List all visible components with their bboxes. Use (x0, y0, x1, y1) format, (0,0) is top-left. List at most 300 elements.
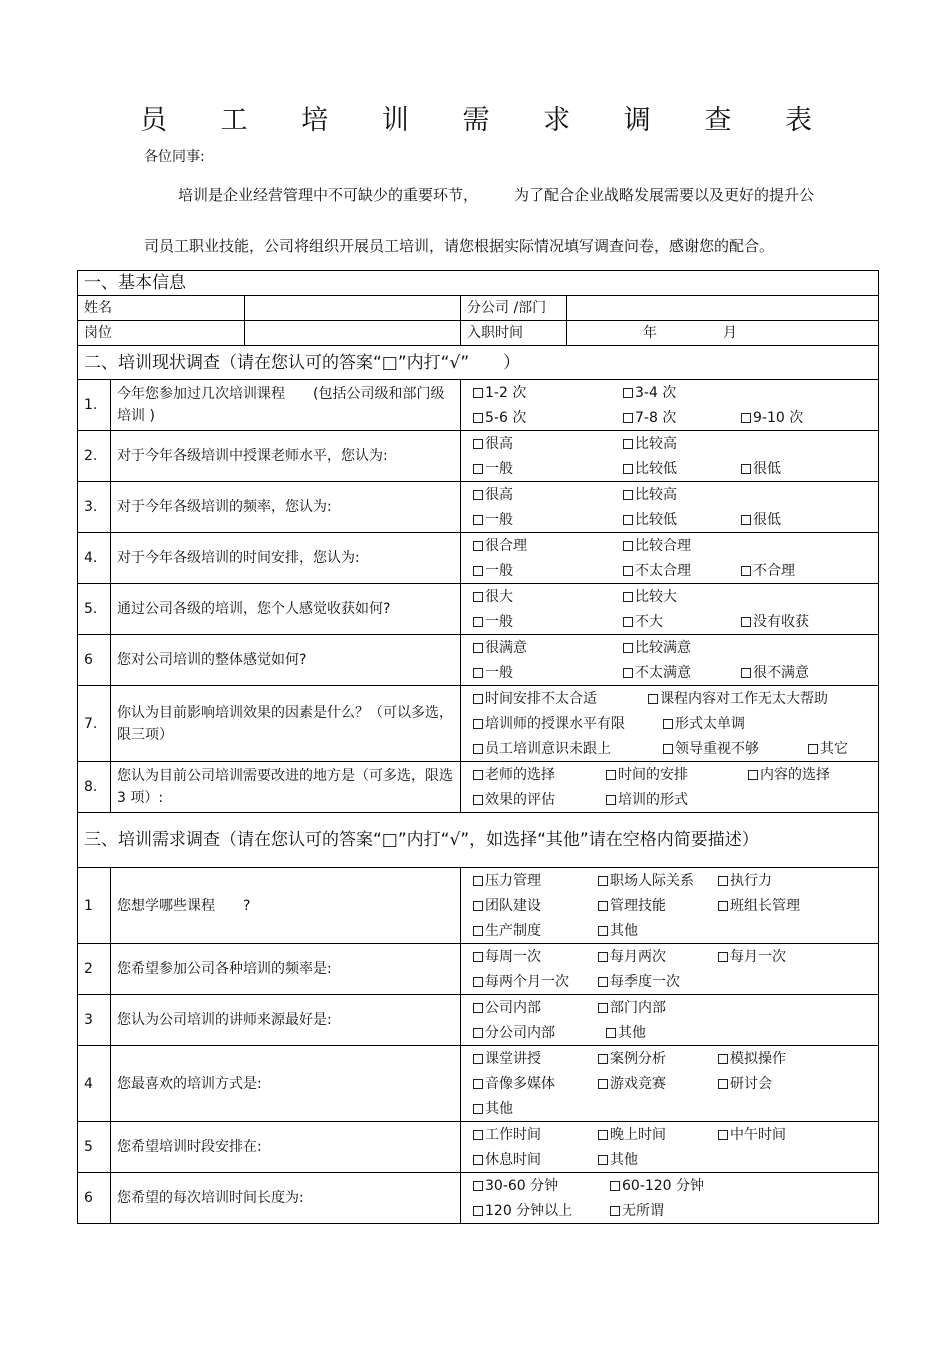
option-line (467, 1071, 872, 1096)
checkbox-icon[interactable] (473, 770, 483, 780)
answer-options (461, 635, 879, 686)
question-number: 3. (78, 482, 111, 533)
checkbox-icon[interactable] (473, 439, 483, 449)
option-label: 职场人际关系 (610, 872, 694, 889)
option-label: 休息时间 (485, 1151, 541, 1168)
intro-line-1b: 为了配合企业战略发展需要以及更好的提升公 (514, 186, 815, 204)
checkbox-icon[interactable] (598, 1130, 608, 1140)
option-item[interactable] (473, 1123, 541, 1147)
option-item[interactable] (473, 996, 541, 1020)
title-char: 训 (381, 105, 409, 136)
option-item[interactable] (473, 869, 541, 893)
checkbox-icon[interactable] (623, 668, 633, 678)
title-char: 员 (140, 105, 167, 136)
option-label: 压力管理 (485, 872, 541, 889)
checkbox-icon[interactable] (648, 694, 658, 704)
option-label: 比较大 (635, 588, 677, 605)
question-text: 你认为目前影响培训效果的因素是什么？（可以多选，限三项） (111, 686, 461, 762)
option-label: 5-6 次 (485, 409, 527, 426)
checkbox-icon[interactable] (606, 1028, 616, 1038)
option-item[interactable] (718, 1047, 786, 1071)
option-item[interactable] (808, 737, 848, 761)
checkbox-icon[interactable] (808, 744, 818, 754)
question-row (78, 584, 879, 635)
option-line (467, 1122, 872, 1147)
option-item[interactable] (473, 1199, 572, 1223)
checkbox-icon[interactable] (598, 1079, 608, 1089)
question-text: 今年您参加过几次培训课程 (包括公司级和部门级培训 ) (111, 380, 461, 431)
checkbox-icon[interactable] (473, 1155, 483, 1165)
option-item[interactable] (473, 483, 513, 507)
option-label: 不大 (635, 613, 663, 630)
checkbox-icon[interactable] (473, 795, 483, 805)
option-line (467, 995, 872, 1020)
checkbox-icon[interactable] (598, 901, 608, 911)
option-label: 一般 (485, 460, 513, 477)
checkbox-icon[interactable] (598, 1003, 608, 1013)
option-item[interactable] (741, 559, 795, 583)
title-char: 工 (220, 105, 248, 136)
option-line (467, 405, 872, 430)
option-label: 每月两次 (610, 948, 666, 965)
title-char: 求 (543, 105, 571, 136)
checkbox-icon[interactable] (623, 617, 633, 627)
option-label: 30-60 分钟 (485, 1177, 559, 1194)
option-item[interactable] (623, 457, 677, 481)
option-label: 每周一次 (485, 948, 541, 965)
option-item[interactable] (598, 970, 680, 994)
option-label: 模拟操作 (730, 1050, 786, 1067)
checkbox-icon[interactable] (473, 926, 483, 936)
answer-options (461, 1046, 879, 1122)
answer-options (461, 944, 879, 995)
question-number: 7. (78, 686, 111, 762)
question-number: 8. (78, 762, 111, 813)
option-item[interactable] (473, 970, 569, 994)
option-label: 1-2 次 (485, 384, 527, 401)
option-item[interactable] (473, 432, 513, 456)
option-line (467, 787, 872, 812)
checkbox-icon[interactable] (623, 515, 633, 525)
checkbox-icon[interactable] (473, 1181, 483, 1191)
option-label: 课堂讲授 (485, 1050, 541, 1067)
option-item[interactable] (610, 1174, 704, 1198)
option-label: 60-120 分钟 (622, 1177, 705, 1194)
option-label: 很合理 (485, 537, 527, 554)
question-row (78, 1173, 879, 1224)
post-label: 岗位 (78, 321, 245, 346)
option-item[interactable] (473, 763, 555, 787)
option-label: 管理技能 (610, 897, 666, 914)
option-item[interactable] (606, 788, 688, 812)
checkbox-icon[interactable] (623, 464, 633, 474)
option-label: 每两个月一次 (485, 973, 569, 990)
option-label: 一般 (485, 664, 513, 681)
option-item[interactable] (473, 894, 541, 918)
option-item[interactable] (623, 610, 663, 634)
option-label: 很高 (485, 486, 513, 503)
option-label: 每月一次 (730, 948, 786, 965)
option-line (467, 1147, 872, 1172)
checkbox-icon[interactable] (623, 643, 633, 653)
checkbox-icon[interactable] (473, 977, 483, 987)
option-line (467, 736, 872, 761)
checkbox-icon[interactable] (473, 490, 483, 500)
option-label: 很不满意 (753, 664, 809, 681)
option-item[interactable] (473, 381, 526, 405)
option-item[interactable] (718, 945, 786, 969)
checkbox-icon[interactable] (741, 515, 751, 525)
option-label: 其他 (610, 922, 638, 939)
dept-label: 分公司 /部门 (461, 296, 567, 321)
option-line (467, 1046, 872, 1071)
checkbox-icon[interactable] (718, 901, 728, 911)
name-field[interactable] (245, 296, 461, 321)
option-item[interactable] (598, 869, 694, 893)
option-item[interactable] (623, 406, 676, 430)
option-label: 不太满意 (635, 664, 691, 681)
answer-options (461, 1122, 879, 1173)
option-line (467, 1020, 872, 1045)
option-label: 案例分析 (610, 1050, 666, 1067)
checkbox-icon[interactable] (606, 795, 616, 805)
option-item[interactable] (718, 1123, 786, 1147)
option-label: 其他 (485, 1100, 513, 1117)
question-text: 您认为公司培训的讲师来源最好是: (111, 995, 461, 1046)
question-row (78, 944, 879, 995)
checkbox-icon[interactable] (598, 977, 608, 987)
option-item[interactable] (718, 894, 800, 918)
option-item[interactable] (598, 945, 666, 969)
question-text: 您希望培训时段安排在: (111, 1122, 461, 1173)
option-label: 不太合理 (635, 562, 691, 579)
option-line (467, 1173, 872, 1198)
option-item[interactable] (741, 508, 781, 532)
checkbox-icon[interactable] (623, 541, 633, 551)
question-number: 1. (78, 380, 111, 431)
option-item[interactable] (598, 919, 638, 943)
option-line (467, 507, 872, 532)
answer-options (461, 533, 879, 584)
checkbox-icon[interactable] (473, 592, 483, 602)
checkbox-icon[interactable] (663, 719, 673, 729)
option-label: 领导重视不够 (675, 740, 759, 757)
option-label: 很满意 (485, 639, 527, 656)
checkbox-icon[interactable] (598, 876, 608, 886)
answer-options (461, 380, 879, 431)
option-line (467, 635, 872, 660)
option-label: 其它 (820, 740, 848, 757)
year-label: 年 (643, 325, 657, 341)
option-item[interactable] (473, 661, 513, 685)
option-item[interactable] (623, 661, 691, 685)
option-item[interactable] (473, 1148, 541, 1172)
checkbox-icon[interactable] (473, 1054, 483, 1064)
option-item[interactable] (718, 869, 772, 893)
option-label: 形式太单调 (675, 715, 745, 732)
option-label: 中午时间 (730, 1126, 786, 1143)
checkbox-icon[interactable] (473, 643, 483, 653)
checkbox-icon[interactable] (598, 1054, 608, 1064)
question-row (78, 533, 879, 584)
title-char: 需 (462, 105, 490, 136)
question-row (78, 1122, 879, 1173)
option-label: 9-10 次 (753, 409, 804, 426)
option-item[interactable] (623, 534, 691, 558)
option-item[interactable] (598, 996, 666, 1020)
question-number: 4. (78, 533, 111, 584)
option-label: 很大 (485, 588, 513, 605)
checkbox-icon[interactable] (473, 515, 483, 525)
checkbox-icon[interactable] (741, 617, 751, 627)
option-line (467, 533, 872, 558)
option-item[interactable] (741, 406, 803, 430)
checkbox-icon[interactable] (473, 566, 483, 576)
option-item[interactable] (473, 508, 513, 532)
option-line (467, 431, 872, 456)
option-label: 比较低 (635, 511, 677, 528)
answer-options (461, 1173, 879, 1224)
option-label: 生产制度 (485, 922, 541, 939)
checkbox-icon[interactable] (606, 770, 616, 780)
option-label: 内容的选择 (760, 766, 830, 783)
option-item[interactable] (623, 636, 691, 660)
checkbox-icon[interactable] (473, 876, 483, 886)
option-item[interactable] (473, 1047, 541, 1071)
option-item[interactable] (473, 585, 513, 609)
checkbox-icon[interactable] (718, 1079, 728, 1089)
option-item[interactable] (473, 1072, 555, 1096)
option-item[interactable] (473, 919, 541, 943)
option-line (467, 584, 872, 609)
option-item[interactable] (598, 1047, 666, 1071)
option-label: 执行力 (730, 872, 772, 889)
checkbox-icon[interactable] (473, 1206, 483, 1216)
checkbox-icon[interactable] (741, 668, 751, 678)
option-label: 比较高 (635, 486, 677, 503)
option-label: 员工培训意识未跟上 (485, 740, 611, 757)
question-text: 对于今年各级培训的时间安排，您认为: (111, 533, 461, 584)
checkbox-icon[interactable] (663, 744, 673, 754)
option-label: 一般 (485, 613, 513, 630)
option-item[interactable] (648, 687, 828, 711)
checkbox-icon[interactable] (473, 668, 483, 678)
checkbox-icon[interactable] (718, 1130, 728, 1140)
option-label: 公司内部 (485, 999, 541, 1016)
checkbox-icon[interactable] (473, 744, 483, 754)
checkbox-icon[interactable] (623, 413, 633, 423)
option-item[interactable] (473, 1174, 558, 1198)
checkbox-icon[interactable] (598, 952, 608, 962)
option-line (467, 969, 872, 994)
option-item[interactable] (623, 483, 677, 507)
option-item[interactable] (598, 1072, 666, 1096)
checkbox-icon[interactable] (473, 901, 483, 911)
checkbox-icon[interactable] (473, 1028, 483, 1038)
answer-options (461, 995, 879, 1046)
question-row (78, 868, 879, 944)
option-item[interactable] (473, 559, 513, 583)
option-line (467, 482, 872, 507)
checkbox-icon[interactable] (623, 388, 633, 398)
post-field[interactable] (245, 321, 461, 346)
join-date-field[interactable] (567, 321, 879, 346)
answer-options (461, 762, 879, 813)
question-text: 您希望的每次培训时间长度为: (111, 1173, 461, 1224)
option-label: 晚上时间 (610, 1126, 666, 1143)
checkbox-icon[interactable] (473, 719, 483, 729)
option-item[interactable] (473, 636, 527, 660)
checkbox-icon[interactable] (473, 617, 483, 627)
option-line (467, 380, 872, 405)
option-label: 一般 (485, 511, 513, 528)
option-line (467, 918, 872, 943)
title-char: 表 (785, 105, 812, 136)
option-line (467, 868, 872, 893)
option-label: 比较低 (635, 460, 677, 477)
option-line (467, 686, 872, 711)
question-row (78, 635, 879, 686)
join-label: 入职时间 (461, 321, 567, 346)
option-line (467, 609, 872, 634)
option-label: 无所谓 (622, 1202, 664, 1219)
option-item[interactable] (623, 508, 677, 532)
checkbox-icon[interactable] (623, 566, 633, 576)
checkbox-icon[interactable] (473, 413, 483, 423)
option-label: 没有收获 (753, 613, 809, 630)
option-label: 时间的安排 (618, 766, 688, 783)
question-text: 您希望参加公司各种培训的频率是: (111, 944, 461, 995)
option-item[interactable] (623, 432, 677, 456)
option-item[interactable] (598, 1123, 666, 1147)
question-number: 6 (78, 635, 111, 686)
option-item[interactable] (473, 788, 555, 812)
option-label: 一般 (485, 562, 513, 579)
checkbox-icon[interactable] (741, 413, 751, 423)
option-item[interactable] (473, 406, 526, 430)
checkbox-icon[interactable] (623, 490, 633, 500)
option-item[interactable] (718, 1072, 772, 1096)
option-item[interactable] (741, 610, 809, 634)
question-row (78, 686, 879, 762)
option-label: 效果的评估 (485, 791, 555, 808)
option-label: 7-8 次 (635, 409, 677, 426)
option-item[interactable] (663, 737, 759, 761)
checkbox-icon[interactable] (473, 1079, 483, 1089)
option-label: 很高 (485, 435, 513, 452)
question-number: 1 (78, 868, 111, 944)
option-label: 不合理 (753, 562, 795, 579)
option-label: 部门内部 (610, 999, 666, 1016)
checkbox-icon[interactable] (473, 1104, 483, 1114)
option-item[interactable] (473, 534, 527, 558)
option-label: 其他 (618, 1024, 646, 1041)
checkbox-icon[interactable] (473, 388, 483, 398)
option-line (467, 711, 872, 736)
option-item[interactable] (473, 1097, 513, 1121)
checkbox-icon[interactable] (473, 464, 483, 474)
option-item[interactable] (473, 712, 625, 736)
option-item[interactable] (623, 559, 691, 583)
checkbox-icon[interactable] (741, 464, 751, 474)
name-label: 姓名 (78, 296, 245, 321)
checkbox-icon[interactable] (473, 541, 483, 551)
intro-line-2: 司员工职业技能，公司将组织开展员工培训，请您根据实际情况填写调查问卷，感谢您的配合。 (144, 237, 775, 255)
checkbox-icon[interactable] (748, 770, 758, 780)
option-item[interactable] (473, 737, 611, 761)
option-item[interactable] (598, 894, 666, 918)
answer-options (461, 686, 879, 762)
option-label: 团队建设 (485, 897, 541, 914)
option-label: 音像多媒体 (485, 1075, 555, 1092)
question-text: 您最喜欢的培训方式是: (111, 1046, 461, 1122)
greeting: 各位同事: (144, 149, 205, 165)
option-line (467, 944, 872, 969)
checkbox-icon[interactable] (610, 1181, 620, 1191)
question-row (78, 762, 879, 813)
question-text: 对于今年各级培训的频率，您认为: (111, 482, 461, 533)
question-text: 通过公司各级的培训，您个人感觉收获如何? (111, 584, 461, 635)
option-item[interactable] (473, 457, 513, 481)
checkbox-icon[interactable] (718, 876, 728, 886)
question-row (78, 1046, 879, 1122)
option-item[interactable] (623, 381, 676, 405)
option-item[interactable] (473, 610, 513, 634)
question-number: 2. (78, 431, 111, 482)
option-item[interactable] (610, 1199, 664, 1223)
option-item[interactable] (741, 457, 781, 481)
option-item[interactable] (473, 945, 541, 969)
option-label: 比较合理 (635, 537, 691, 554)
option-item[interactable] (606, 1021, 646, 1045)
checkbox-icon[interactable] (623, 592, 633, 602)
checkbox-icon[interactable] (473, 694, 483, 704)
option-label: 研讨会 (730, 1075, 772, 1092)
checkbox-icon[interactable] (718, 952, 728, 962)
option-item[interactable] (473, 687, 597, 711)
checkbox-icon[interactable] (610, 1206, 620, 1216)
checkbox-icon[interactable] (473, 1003, 483, 1013)
title-char: 调 (623, 105, 651, 136)
question-number: 2 (78, 944, 111, 995)
checkbox-icon[interactable] (598, 1155, 608, 1165)
option-item[interactable] (623, 585, 677, 609)
option-item[interactable] (748, 763, 830, 787)
checkbox-icon[interactable] (718, 1054, 728, 1064)
option-item[interactable] (473, 1021, 555, 1045)
checkbox-icon[interactable] (623, 439, 633, 449)
question-text: 对于今年各级培训中授课老师水平，您认为: (111, 431, 461, 482)
option-label: 比较高 (635, 435, 677, 452)
dept-field[interactable] (567, 296, 879, 321)
option-item[interactable] (606, 763, 688, 787)
checkbox-icon[interactable] (473, 1130, 483, 1140)
checkbox-icon[interactable] (598, 926, 608, 936)
option-label: 游戏竞赛 (610, 1075, 666, 1092)
checkbox-icon[interactable] (473, 952, 483, 962)
option-label: 班组长管理 (730, 897, 800, 914)
checkbox-icon[interactable] (741, 566, 751, 576)
answer-options (461, 584, 879, 635)
option-item[interactable] (663, 712, 745, 736)
option-item[interactable] (741, 661, 809, 685)
option-line (467, 1198, 872, 1223)
question-row (78, 482, 879, 533)
option-label: 每季度一次 (610, 973, 680, 990)
option-item[interactable] (598, 1148, 638, 1172)
question-number: 5 (78, 1122, 111, 1173)
option-label: 很低 (753, 511, 781, 528)
